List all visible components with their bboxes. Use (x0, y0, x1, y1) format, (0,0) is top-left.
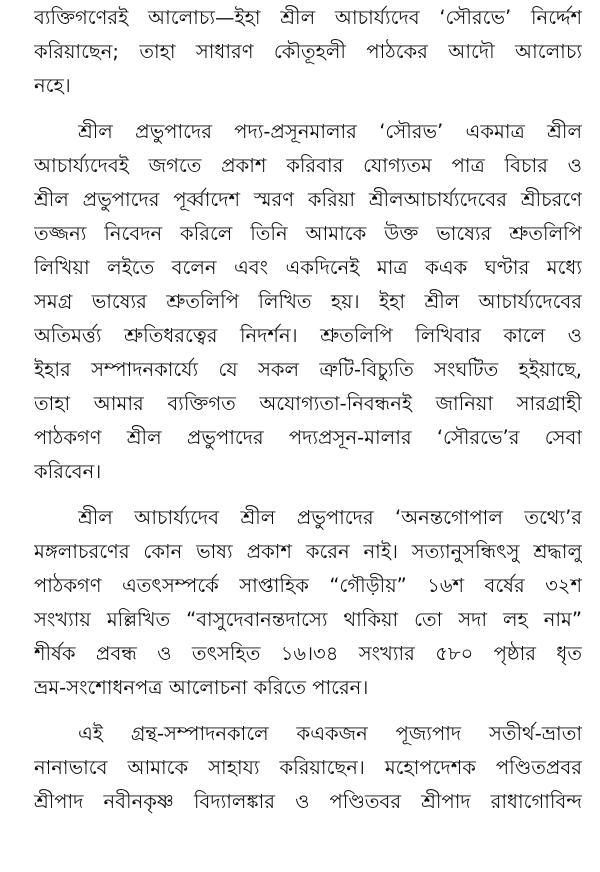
text-line: সমগ্র ভাষ্যের শ্রুতলিপি লিখিত হয়। ইহা শ্রীল আচার্য্যদেবের (34, 290, 582, 313)
text-line: অতিমর্ত্ত্য শ্রুতিধরত্বের নিদর্শন। শ্রুতলিপি লিখিবার কালে ও (34, 324, 582, 347)
text-line: নানাভাবে আমাকে সাহায্য করিয়াছেন। মহোপদেশক পণ্ডিতপ্রবর (34, 756, 582, 779)
text-line: এই গ্রন্থ-সম্পাদনকালে কএকজন পূজ্যপাদ সতীর্থ-ভ্রাতা (78, 722, 582, 745)
text-line: তাহা আমার ব্যক্তিগত অযোগ্যতা-নিবন্ধনই জানিয়া সারগ্রাহী (34, 392, 582, 415)
text-line: পাঠকগণ শ্রীল প্রভুপাদের পদ্যপ্রসূন-মালার ‘সৌরভে’র সেবা (34, 426, 582, 449)
text-line: পাঠকগণ এতৎসম্পর্কে সাপ্তাহিক “গৌড়ীয়” ১৬শ বর্ষের ৩২শ (34, 574, 582, 597)
text-line: সংখ্যায় মল্লিখিত “বাসুদেবানন্তদাস্যে থাকিয়া তো সদা লহ নাম” (34, 608, 582, 631)
text-line: আচার্য্যদেবই জগতে প্রকাশ করিবার যোগ্যতম পাত্র বিচার ও (34, 154, 582, 177)
text-line: ইহার সম্পাদনকার্য্যে যে সকল ত্রুটি-বিচ্যুতি সংঘটিত হইয়াছে, (34, 358, 582, 381)
text-line: শ্রীল প্রভুপাদের পূর্ব্বাদেশ স্মরণ করিয়া শ্রীলআচার্য্যদেবের শ্রীচরণে (34, 188, 582, 211)
text-line: শ্রীল প্রভুপাদের পদ্য-প্রসূনমালার ‘সৌরভ’ একমাত্র শ্রীল (78, 120, 582, 143)
text-line: শীর্ষক প্রবন্ধ ও তৎসহিত ১৬।৩৪ সংখ্যার ৫৮০ পৃষ্ঠার ধৃত (34, 642, 582, 665)
text-line: ব্যক্তিগণেরই আলোচ্য—ইহা শ্রীল আচার্য্যদেব ‘সৌরভে’ নির্দ্দেশ (34, 6, 582, 29)
text-line: লিখিয়া লইতে বলেন এবং একদিনেই মাত্র কএক ঘণ্টার মধ্যে (34, 256, 582, 279)
text-line: করিয়াছেন; তাহা সাধারণ কৌতূহলী পাঠকের আদৌ আলোচ্য (34, 40, 582, 63)
text-line: শ্রীল আচার্য্যদেব শ্রীল প্রভুপাদের ‘অনন্তগোপাল তথ্যে’র (78, 506, 582, 529)
text-line: মঙ্গলাচরণের কোন ভাষ্য প্রকাশ করেন নাই। সত্যানুসন্ধিৎসু শ্রদ্ধালু (34, 540, 582, 563)
text-line: শ্রীপাদ নবীনকৃষ্ণ বিদ্যালঙ্কার ও পণ্ডিতবর শ্রীপাদ রাধাগোবিন্দ (34, 790, 582, 813)
text-line: করিবেন। (34, 460, 102, 483)
text-line: ভ্রম-সংশোধনপত্র আলোচনা করিতে পারেন। (34, 676, 369, 699)
text-line: নহে। (34, 74, 71, 97)
text-line: তজ্জন্য নিবেদন করিলে তিনি আমাকে উক্ত ভাষ্যের শ্রুতলিপি (34, 222, 582, 245)
